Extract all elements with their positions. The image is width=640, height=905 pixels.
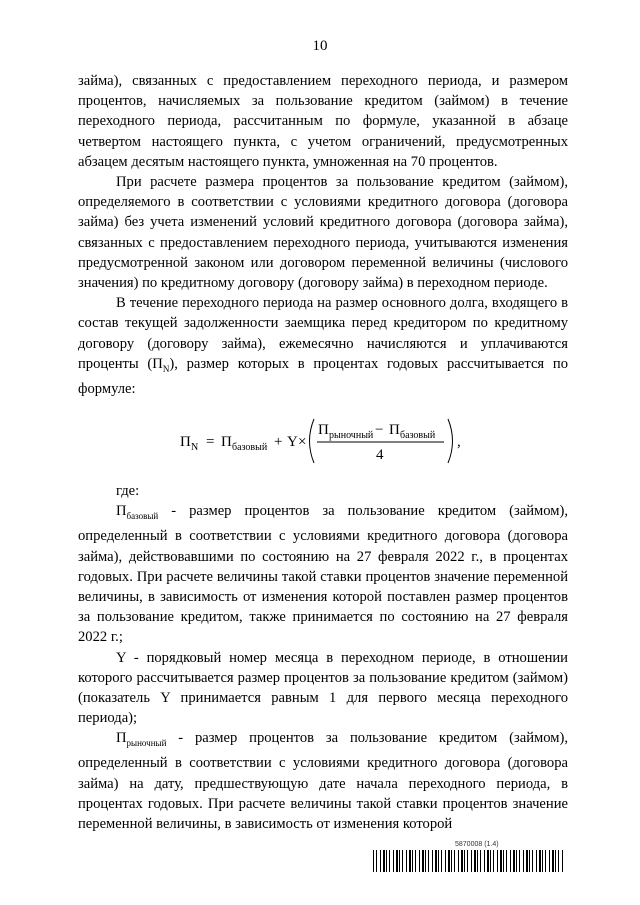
symbol-subscript: базовый bbox=[126, 511, 159, 522]
paragraph: займа), связанных с предоставлением переходного периода, и размером процентов, начисляемых за пользование кредитом (займом) в течение переходного периода, рассчитанным по формуле, указанной в абзаце четвертом настоящего пункта, с учетом ограничений, предусмотренных абзацем десятым настоящего пункта, умноженная на 70 процентов. bbox=[78, 73, 568, 170]
document-body bbox=[78, 71, 568, 399]
text-span: В течение переходного периода на размер основного долга, входящего в состав текущей задолженности заемщика перед кредитором по кредитному договору (договору займа), ежемесячно начисляются и уплачиваются проценты (П bbox=[78, 295, 568, 372]
formula-y: Y bbox=[287, 434, 298, 450]
symbol: П bbox=[116, 730, 127, 747]
left-paren bbox=[310, 419, 315, 463]
symbol: П bbox=[116, 503, 127, 520]
formula-plus: + bbox=[274, 434, 283, 450]
paragraph: При расчете размера процентов за пользование кредитом (займом), определяемого в соответствии с условиями кредитного договора (договора займа) без учета изменений условий кредитного договора (договора займа), связанных с предоставлением переходного периода, учитываются изменения предусмотренной законом или договором переменной величины (числового значения) по кредитному договору (договору займа) в переходном периоде. bbox=[78, 174, 568, 292]
numerator-b: П bbox=[389, 422, 400, 438]
numerator-a: П bbox=[318, 422, 329, 438]
interest-formula bbox=[0, 414, 640, 466]
document-code: 5870008 (1.4) bbox=[455, 841, 499, 848]
definition-base bbox=[78, 501, 568, 647]
definition-text: - размер процентов за пользование кредитом (займом), определенный в соответствии с условиями кредитного договора (договора займа) на дату, предшествующую дате начала переходного периода, в процентах годовых. При расчете величины такой ставки процентов значение переменной величины, в зависимость от изменения которой bbox=[78, 730, 568, 833]
formula-times: × bbox=[298, 434, 307, 450]
definition-market bbox=[78, 728, 568, 834]
where-label: где: bbox=[116, 483, 140, 499]
subscript: N bbox=[162, 363, 170, 374]
denominator: 4 bbox=[376, 447, 384, 463]
text-span: ), размер которых в процентах годовых рассчитывается по формуле: bbox=[78, 355, 569, 397]
formula-lhs: П bbox=[180, 434, 191, 450]
numerator-minus: − bbox=[375, 422, 384, 438]
numerator-b-sub: базовый bbox=[400, 430, 436, 441]
symbol-subscript: рыночный bbox=[126, 738, 167, 749]
numerator-a-sub: рыночный bbox=[329, 430, 374, 441]
formula-equals: = bbox=[206, 434, 215, 450]
barcode bbox=[373, 850, 565, 872]
definitions bbox=[78, 481, 568, 834]
paragraph bbox=[78, 293, 568, 399]
formula-comma: , bbox=[457, 434, 461, 450]
right-paren bbox=[448, 419, 453, 463]
definition-text: - размер процентов за пользование кредитом (займом), определенный в соответствии с условиями кредитного договора (договора займа), действовавшими по состоянию на 27 февраля 2022 г., в процентах годовых. При расчете величины такой ставки процентов значение переменной величины, в зависимость от изменения которой поставлен размер процентов за пользование кредитом, также принимается по состоянию на 27 февраля 2022 г.; bbox=[78, 503, 568, 646]
formula-base-sub: базовый bbox=[232, 442, 268, 453]
formula-base: П bbox=[221, 434, 232, 450]
page-number: 10 bbox=[312, 38, 328, 54]
formula-lhs-sub: N bbox=[191, 442, 199, 453]
definition-y: Y - порядковый номер месяца в переходном периоде, в отношении которого рассчитывается размер процентов за пользование кредитом (займом) (показатель Y принимается равным 1 для первого месяца переходного периода); bbox=[78, 649, 568, 727]
